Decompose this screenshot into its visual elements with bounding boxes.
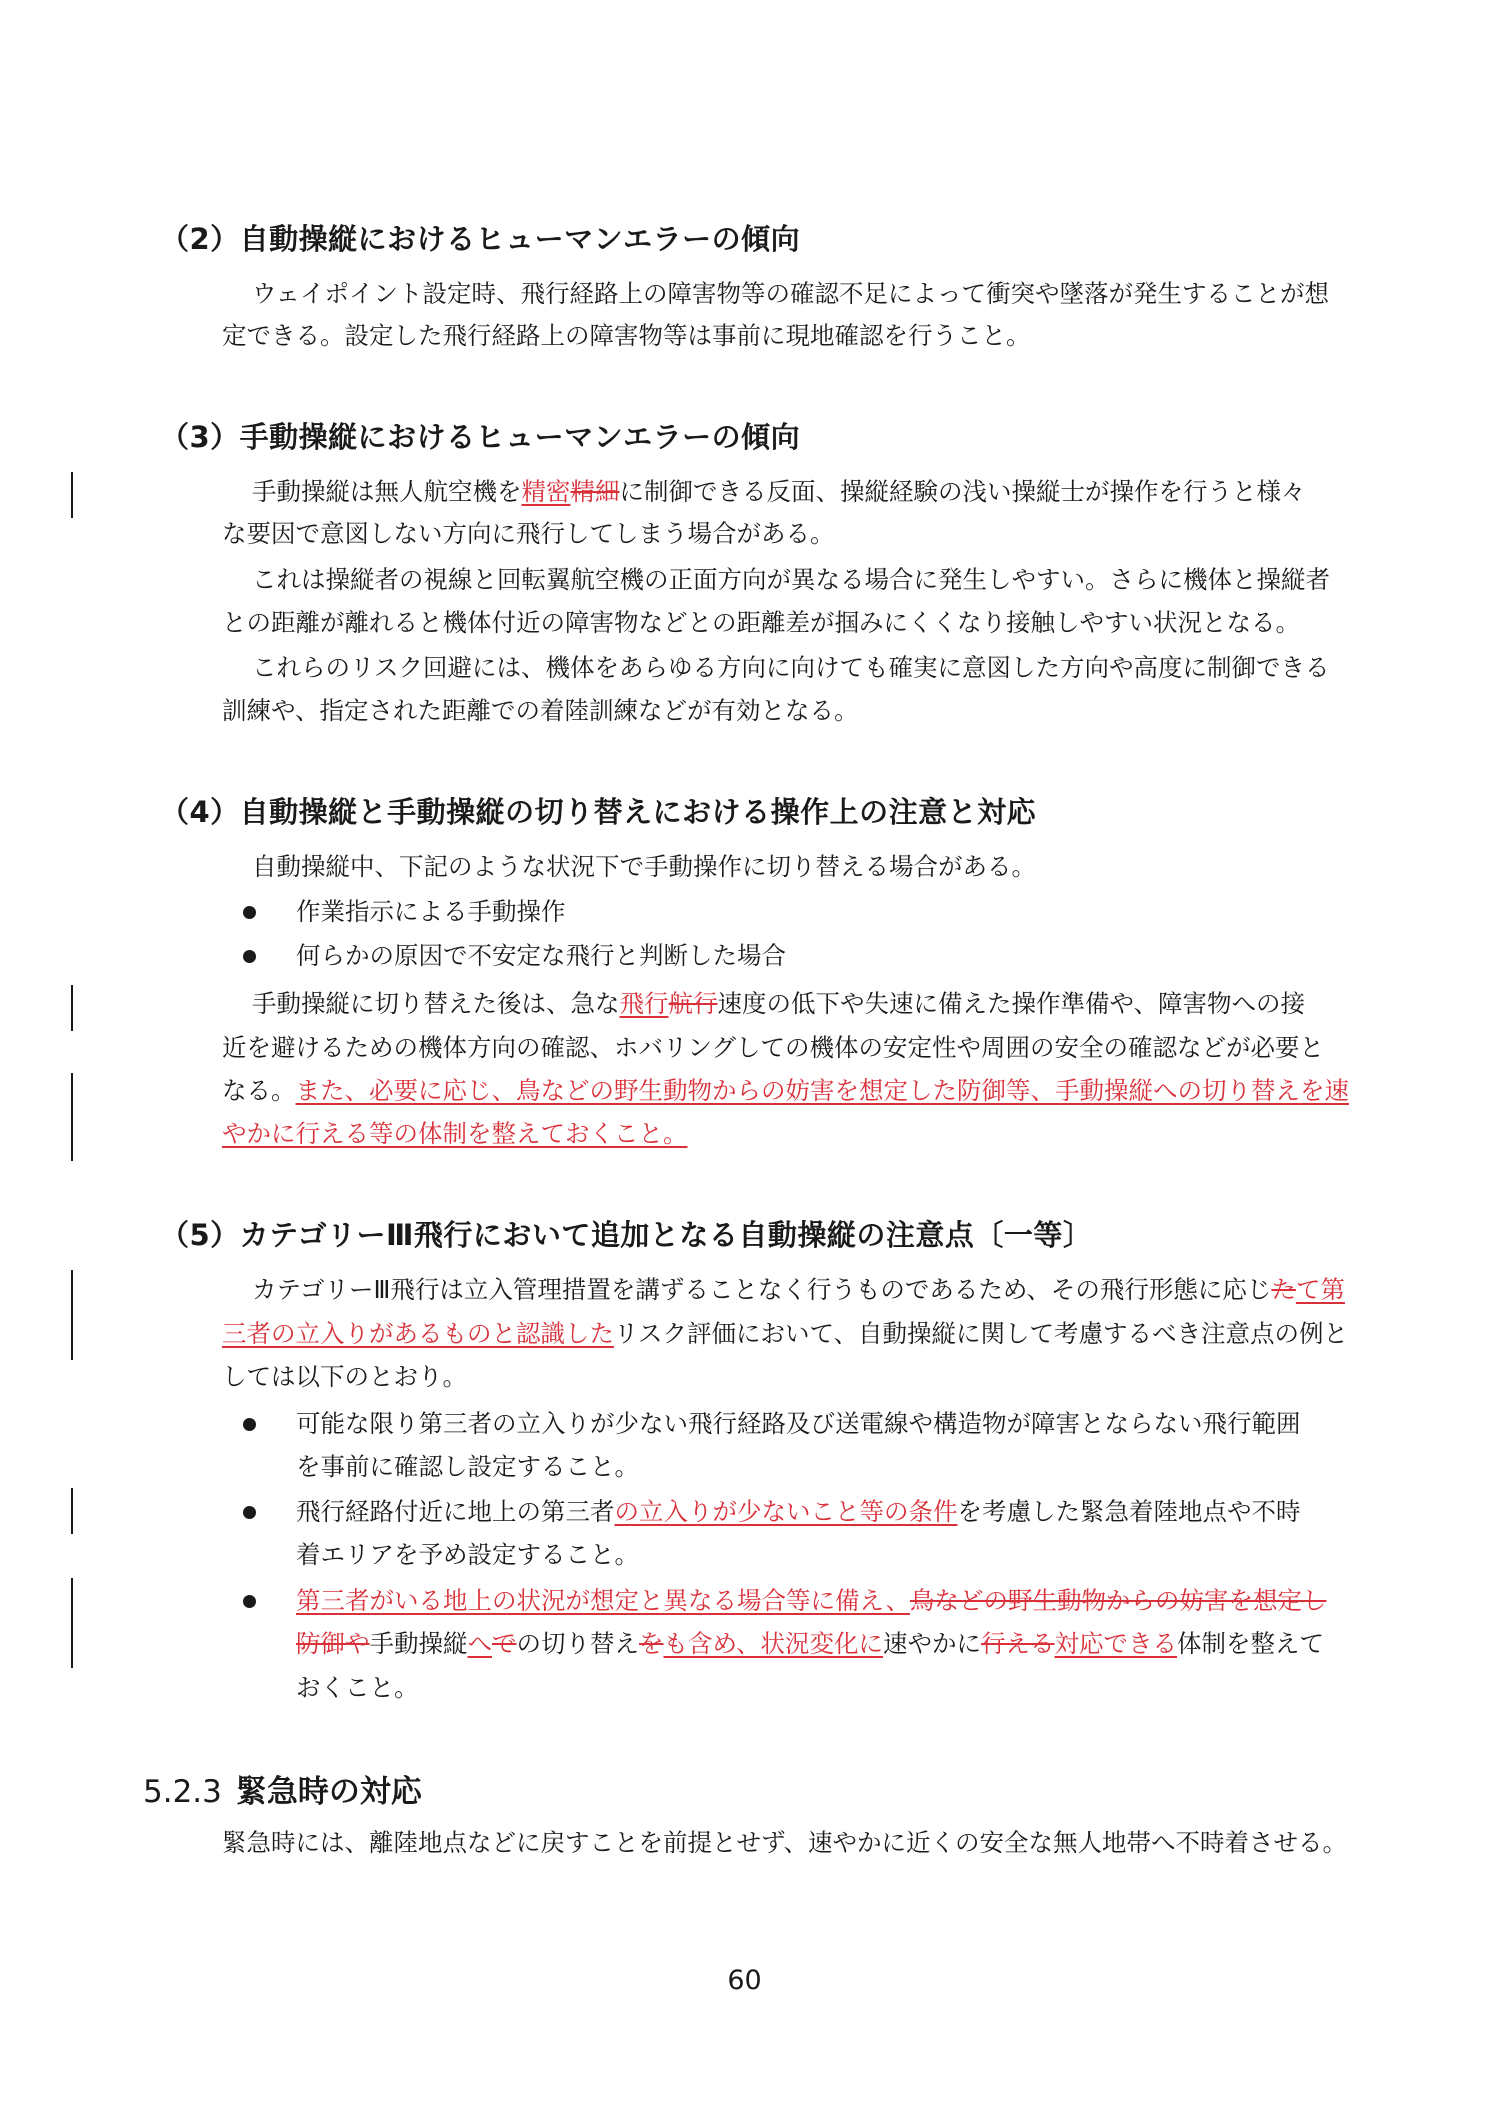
subsection-title: 緊急時の対応 <box>235 1774 422 1810</box>
deleted-text: 防御や <box>296 1629 370 1658</box>
text: に制御できる反面、操縦経験の浅い操縦士が操作を行うと様々 <box>619 477 1306 506</box>
inserted-text: また、必要に応じ、鳥などの野生動物からの妨害を想定した防御等、手動操縦への切り替えを速 <box>295 1076 1349 1105</box>
deleted-text: で <box>492 1629 517 1658</box>
inserted-text: の立入りが少ないこと等の条件 <box>614 1497 958 1526</box>
change-bar <box>71 472 73 518</box>
bullet-item <box>296 1628 1324 1660</box>
bullet-dot <box>243 950 256 963</box>
inserted-text: て第 <box>1295 1275 1345 1304</box>
section-4-text <box>252 988 1305 1020</box>
text: カテゴリーⅢ飛行は立入管理措置を講ずることなく行うものであるため、その飛行形態に応じ <box>252 1275 1272 1304</box>
text: なる。 <box>222 1076 296 1105</box>
section-4-text <box>222 1075 1349 1107</box>
section-2-text: 定できる。設定した飛行経路上の障害物等は事前に現地確認を行うこと。 <box>222 321 1031 350</box>
subsection-heading <box>143 1766 422 1811</box>
text: 手動操縦は無人航空機を <box>252 477 522 506</box>
inserted-text: やかに行える等の体制を整えておくこと。 <box>222 1119 688 1148</box>
section-3-text: な要因で意図しない方向に飛行してしまう場合がある。 <box>222 519 835 548</box>
bullet-item: 着エリアを予め設定すること。 <box>296 1540 639 1569</box>
inserted-text: も含め、状況変化に <box>663 1629 884 1658</box>
deleted-text: を <box>639 1629 664 1658</box>
inserted-text: 第三者がいる地上の状況が想定と異なる場合等に備え、 <box>296 1586 910 1615</box>
inserted-text: へ <box>467 1629 492 1658</box>
section-3-text: 訓練や、指定された距離での着陸訓練などが有効となる。 <box>222 696 859 725</box>
text: の切り替え <box>516 1629 639 1658</box>
change-bar <box>71 985 73 1031</box>
text: 速度の低下や失速に備えた操作準備や、障害物への接 <box>717 989 1306 1018</box>
section-4-text: 近を避けるための機体方向の確認、ホバリングしての機体の安定性や周囲の安全の確認などが必要と <box>222 1033 1325 1062</box>
text: リスク評価において、自動操縦に関して考慮するべき注意点の例と <box>614 1319 1349 1348</box>
text: を考慮した緊急着陸地点や不時 <box>957 1497 1301 1526</box>
section-4-text <box>222 1118 688 1150</box>
subsection-number: 5.2.3 <box>143 1774 222 1810</box>
page-number: 60 <box>727 1965 762 1996</box>
section-2-heading: （2）自動操縦におけるヒューマンエラーの傾向 <box>160 222 801 256</box>
text: 体制を整えて <box>1177 1629 1325 1658</box>
section-5-text <box>222 1318 1348 1350</box>
inserted-text: 飛行 <box>619 989 669 1018</box>
bullet-dot <box>243 906 256 919</box>
deleted-text: 航行 <box>668 989 718 1018</box>
section-3-text <box>252 476 1306 508</box>
bullet-dot <box>243 1506 256 1519</box>
inserted-text: 三者の立入りがあるものと認識した <box>222 1319 614 1348</box>
section-3-heading: （3）手動操縦におけるヒューマンエラーの傾向 <box>160 420 801 454</box>
change-bar <box>71 1270 73 1360</box>
section-2-text: ウェイポイント設定時、飛行経路上の障害物等の確認不足によって衝突や墜落が発生することが想 <box>252 279 1330 308</box>
bullet-item: 作業指示による手動操作 <box>296 897 566 926</box>
bullet-item <box>296 1585 1326 1617</box>
section-3-text: との距離が離れると機体付近の障害物などとの距離差が掴みにくくなり接触しやすい状況となる。 <box>222 608 1300 637</box>
section-4-intro: 自動操縦中、下記のような状況下で手動操作に切り替える場合がある。 <box>252 852 1036 881</box>
deleted-text: 鳥などの野生動物からの妨害を想定し <box>909 1586 1327 1615</box>
bullet-item: 何らかの原因で不安定な飛行と判断した場合 <box>296 941 786 970</box>
bullet-item: おくこと。 <box>296 1673 419 1702</box>
bullet-dot <box>243 1595 256 1608</box>
section-4-heading: （4）自動操縦と手動操縦の切り替えにおける操作上の注意と対応 <box>160 795 1037 829</box>
inserted-text: 精密 <box>521 477 571 506</box>
inserted-text: 対応できる <box>1054 1629 1178 1658</box>
text: 飛行経路付近に地上の第三者 <box>296 1497 615 1526</box>
deleted-text: 行える <box>981 1629 1055 1658</box>
section-5-heading: （5）カテゴリーⅢ飛行において追加となる自動操縦の注意点〔一等〕 <box>160 1218 1093 1252</box>
section-3-text: これらのリスク回避には、機体をあらゆる方向に向けても確実に意図した方向や高度に制御できる <box>252 653 1330 682</box>
change-bar <box>71 1578 73 1668</box>
change-bar <box>71 1488 73 1534</box>
bullet-item: 可能な限り第三者の立入りが少ない飛行経路及び送電線や構造物が障害とならない飛行範囲 <box>296 1409 1301 1438</box>
bullet-item <box>296 1496 1301 1528</box>
text: 手動操縦 <box>369 1629 468 1658</box>
section-5-text: しては以下のとおり。 <box>222 1362 467 1391</box>
text: 速やかに <box>883 1629 982 1658</box>
bullet-dot <box>243 1418 256 1431</box>
text: 手動操縦に切り替えた後は、急な <box>252 989 620 1018</box>
section-5-text <box>252 1274 1345 1306</box>
deleted-text: た <box>1271 1275 1296 1304</box>
bullet-item: を事前に確認し設定すること。 <box>296 1452 639 1481</box>
deleted-text: 精細 <box>570 477 620 506</box>
section-3-text: これは操縦者の視線と回転翼航空機の正面方向が異なる場合に発生しやすい。さらに機体と操縦者 <box>252 565 1330 594</box>
change-bar <box>71 1073 73 1161</box>
subsection-text: 緊急時には、離陸地点などに戻すことを前提とせず、速やかに近くの安全な無人地帯へ不時着させる。 <box>222 1828 1348 1857</box>
